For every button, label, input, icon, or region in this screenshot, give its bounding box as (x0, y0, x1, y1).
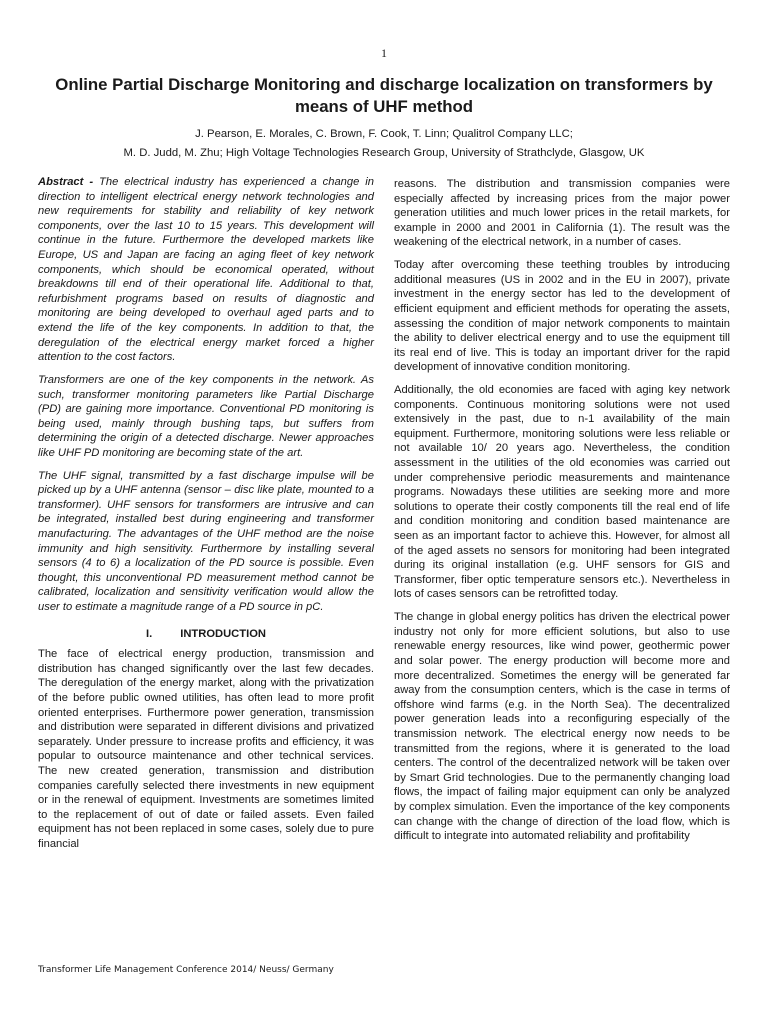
abstract-paragraph-1 (38, 175, 374, 365)
body-paragraph-1: reasons. The distribution and transmission companies were especially affected by increasing prices from the major power generation utilities and much lower prices in the retail markets, for example in 2000 and 2001 in California (1). The result was the weakening of the electrical network, in a number of cases. (394, 178, 730, 249)
body-paragraph-3: Additionally, the old economies are faced with aging key network components. Continuous monitoring solutions were not used extensively in the past, due to n-1 availability of the main equipment. Furthermore, monitoring solutions were less reliable or not available 10/ 20 years ago. Nevertheless, the condition assessment in the utilities of the old economies was carried out under comprehensive periodic measurements and maintenance programs. Nowadays these utilities are seeking more and more solutions to operate their costly components till the real end of life and condition monitoring and condition based maintenance are seen as an important factor to achieve this. However, for almost all of the aged assets no sensors for monitoring had been integrated during its original installation (e.g. UHF sensors for GIS and Transformer, fiber optic temperature sensors etc.). Nevertheless in lots of cases sensors can be retrofitted today. (394, 384, 730, 601)
section-number: I. (146, 627, 153, 640)
author-line-1: J. Pearson, E. Morales, C. Brown, F. Cook, T. Linn; Qualitrol Company LLC; (195, 128, 573, 140)
page-footer: Transformer Life Management Conference 2014/ Neuss/ Germany (38, 965, 334, 975)
abstract-paragraph-2: Transformers are one of the key components in the network. As such, transformer monitoring parameters like Partial Discharge (PD) are gaining more importance. Conventional PD monitoring is being used, mainly through bushing taps, but suffers from determining the origin of a detected discharge. Newer approaches like UHF PD monitoring are becoming state of the art. (38, 373, 374, 459)
author-block (30, 125, 738, 163)
section-title: INTRODUCTION (180, 627, 266, 640)
body-paragraph-4: The change in global energy politics has driven the electrical power industry not only for more efficient solutions, but also to use renewable energy resources, like wind power, geothermic power and solar power. The energy production will become more and more decentralized. Sometimes the energy will be generated far away from the consumption centers, which is the case in terms of offshore wind farms (e.g. in the North Sea). The decentralized power generation leads into a reconfiguring especially of the transmission network. The electrical energy now needs to be transmitted from the regions, where it is generated to the load centers. The control of the decentralized network will be taken over by Smart Grid technologies. Due to the permanently changing load flows, the impact of failing major equipment can only be analyzed by complex simulation. Even the importance of the key components can change with the change of direction of the load flow, which is difficult to integrate into automated reliability and profitability (394, 611, 730, 843)
abstract-label: Abstract - (38, 176, 94, 188)
body-paragraph-2: Today after overcoming these teething troubles by introducing additional measures (US in 2002 and in the EU in 2007), private investment in the energy sector has led to the development of efficient equipment and efficient methods for operating the assets, assessing the condition of major network components to maintain the ability to deliver electrical energy and to use the equipment till its real end of live. This is today an important driver for the rapid development of innovative condition monitoring. (394, 259, 730, 374)
paper-title: Online Partial Discharge Monitoring and discharge localization on transformers by means of UHF method (55, 75, 713, 116)
author-line-2: M. D. Judd, M. Zhu; High Voltage Technologies Research Group, University of Strathclyde, Glasgow, UK (123, 147, 645, 159)
abstract-text-1: The electrical industry has experienced a change in direction to intelligent electrical energy network technologies and new requirements for stability and reliability of key network components, over the last 10 to 15 years. This development will continue in the future. Furthermore the developed markets like Europe, US and Japan are facing an aging fleet of key network components, which should be economical operated, without breakdowns till end of their operational life. Additional to that, refurbishment programs based on results of diagnostic and monitoring are being developed to overhaul aged parts and to extend the life of the key components. In addition to that, the deregulation of the electrical energy market forced a higher attention to the cost factors. (38, 176, 375, 364)
page-number: 1 (381, 46, 387, 60)
intro-paragraph-1: The face of electrical energy production, transmission and distribution has changed significantly over the last few decades. The deregulation of the energy market, along with the privatization of the before public owned utilities, has often lead to more profit oriented enterprises. Furthermore power generation, transmission and distribution were separated in different divisions and privatized separately. Under pressure to increase profits and efficiency, it was popular to outsource maintenance and other technical services. The new created generation, transmission and distribution companies carefully selected there investments in new equipment or in the renewal of equipment. Investments are sometimes limited to the replacement of out of date or failed assets. Even failed equipment has not been replaced in some cases, solely due to pure financial (38, 648, 374, 850)
section-heading-introduction (38, 627, 374, 642)
right-column (394, 177, 730, 852)
abstract-paragraph-3: The UHF signal, transmitted by a fast discharge impulse will be picked up by a UHF antenna (sensor – disc like plate, mounted to a transformer). UHF sensors for transformers are intrusive and can be integrated, installed best during engineering and transformer manufacturing. The advantages of the UHF method are the noise immunity and high sensitivity. Furthermore by installing several sensors (4 to 6) a localization of the PD source is possible. Even thought, this unconventional PD measurement method cannot be calibrated, localization and sensitivity verification would allow the user to estimate a magnitude range of a PD source in pC. (38, 469, 374, 613)
left-column (38, 175, 374, 860)
